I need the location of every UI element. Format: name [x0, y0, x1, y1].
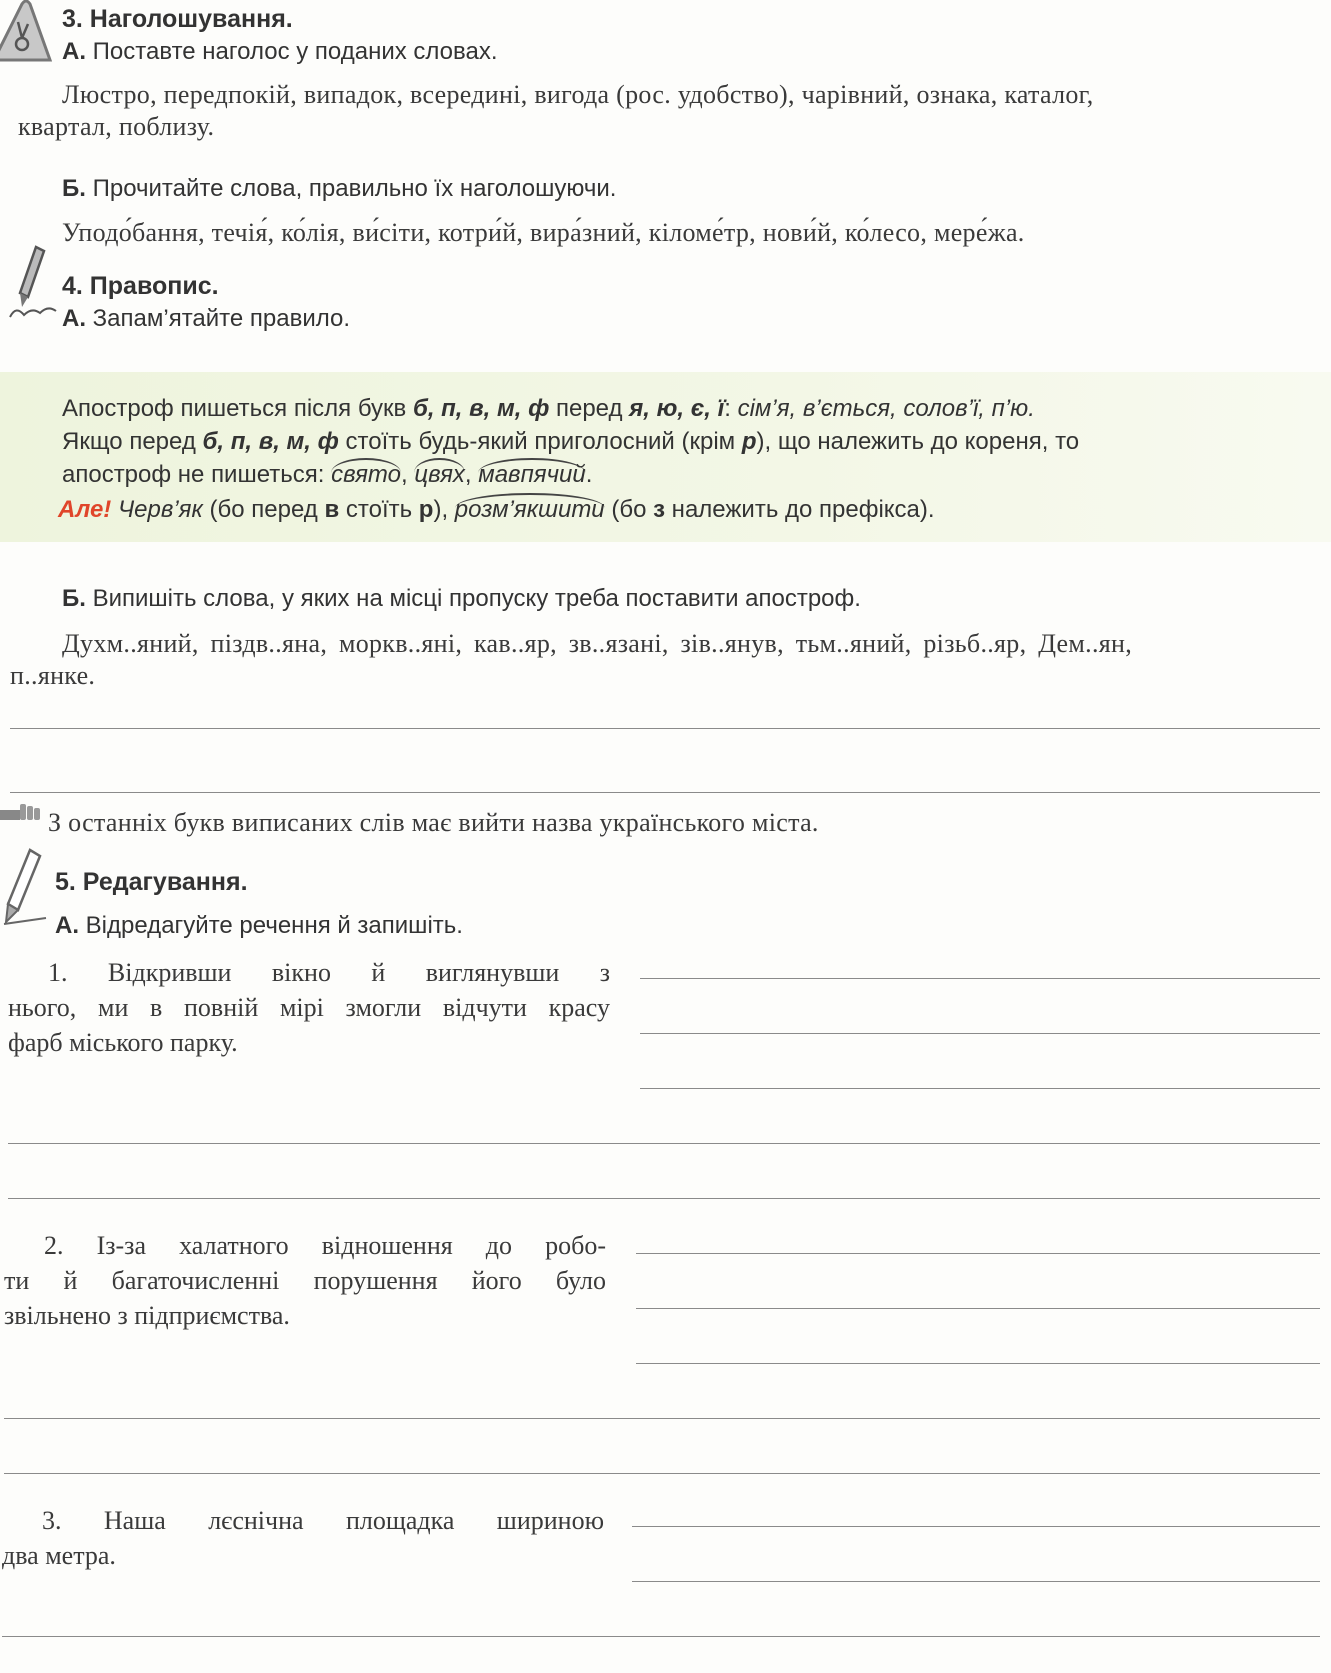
rule-example-word: мавпячий	[478, 458, 585, 488]
task-instruction: Поставте наголос у поданих словах.	[92, 38, 498, 65]
answer-line[interactable]	[636, 1253, 1320, 1254]
section5-task-a	[55, 912, 463, 940]
answer-line[interactable]	[10, 728, 1320, 729]
answer-line[interactable]	[636, 1363, 1320, 1364]
pencil-icon	[2, 848, 48, 928]
rule-letter: в	[324, 496, 340, 523]
rule-text: перед	[549, 395, 630, 422]
rule-vowels: я, ю, є, ї	[629, 395, 725, 422]
task-letter: А.	[55, 912, 79, 939]
task-instruction: Відредагуйте речення й запишіть.	[85, 912, 463, 939]
section4-task-b	[62, 585, 861, 613]
task-letter: А.	[62, 305, 86, 332]
word-list-line: квартал, поблизу.	[18, 112, 215, 141]
section4-title: 4. Правопис.	[62, 272, 219, 300]
rule-letter-r: р	[741, 428, 757, 455]
rule-letter: р	[418, 496, 434, 523]
task-letter: Б.	[62, 175, 86, 202]
task-line: фарб міського парку.	[8, 1028, 238, 1057]
answer-line[interactable]	[4, 1473, 1320, 1474]
task-line: звільнено з підприємства.	[4, 1301, 290, 1330]
task-instruction: Запам’ятайте правило.	[92, 305, 351, 332]
answer-line[interactable]	[8, 1143, 1320, 1144]
rule-text: Апостроф пишеться після букв	[62, 395, 413, 422]
section3-task-b	[62, 175, 616, 203]
task-sentence-2	[4, 1228, 606, 1333]
task-letter: Б.	[62, 585, 86, 612]
answer-line[interactable]	[10, 792, 1320, 793]
rule-text: апостроф не пишеться:	[62, 461, 332, 488]
rule-example-word: цвях	[414, 458, 465, 488]
rule-letter: з	[653, 496, 666, 523]
rule-example-word: Черв’як	[111, 496, 203, 523]
answer-line[interactable]	[4, 1418, 1320, 1419]
rule-text: :	[724, 395, 738, 422]
answer-line[interactable]	[632, 1581, 1320, 1582]
section5-title: 5. Редагування.	[55, 868, 248, 896]
rule-examples: сім’я, в’ється, солов’ї, п’ю.	[737, 395, 1035, 422]
rule-example-word: розм’якшити	[455, 493, 605, 523]
answer-line[interactable]	[640, 1088, 1320, 1089]
answer-line[interactable]	[636, 1308, 1320, 1309]
warning-triangle-icon	[0, 0, 52, 62]
word-list-line: Люстро, передпокій, випадок, всередині, вигода (рос. удобство), чарівний, ознака, каталог,	[62, 80, 1094, 109]
stressed-word-list: Уподо́бання, течія́, ко́лія, ви́сіти, котри́й, вира́зний, кіломе́тр, нови́й, ко́лесо, мере́жа.	[62, 218, 1025, 247]
rule-line-2	[62, 425, 1079, 458]
task-letter: А.	[62, 38, 86, 65]
rule-text: стоїть	[339, 496, 419, 523]
rule-letters: б, п, в, м, ф	[412, 395, 550, 422]
task-line: 1. Відкривши вікно й виглянувши з	[48, 958, 610, 987]
answer-line[interactable]	[640, 1033, 1320, 1034]
rule-text: Якщо перед	[62, 428, 203, 455]
rule-text: (бо	[604, 496, 654, 523]
section3-task-a	[62, 38, 498, 66]
rule-text: стоїть будь-який приголосний (крім	[338, 428, 742, 455]
rule-text: ), що належить до кореня, то	[756, 428, 1080, 455]
task-line: два метра.	[2, 1541, 116, 1570]
task-instruction: Прочитайте слова, правильно їх наголошуючи.	[92, 175, 617, 202]
section4-task-a	[62, 305, 350, 333]
answer-line[interactable]	[640, 978, 1320, 979]
task-sentence-1	[8, 955, 610, 1060]
task-instruction: Випишіть слова, у яких на місці пропуску треба поставити апостроф.	[92, 585, 861, 612]
hint-text: З останніх букв виписаних слів має вийти назва українського міста.	[48, 808, 819, 837]
rule-text: належить до префікса).	[665, 496, 935, 523]
rule-line-1	[62, 392, 1035, 425]
answer-line[interactable]	[2, 1636, 1320, 1637]
task-line: ти й багаточисленні порушення його було	[4, 1266, 606, 1295]
task-line: 2. Із-за халатного відношення до робо-	[44, 1231, 606, 1260]
answer-line[interactable]	[8, 1198, 1320, 1199]
task-line: нього, ми в повній мірі змогли відчути красу	[8, 993, 610, 1022]
word-list-line: п..янке.	[10, 661, 96, 690]
task-line: 3. Наша лєснічна площадка шириною	[42, 1506, 604, 1535]
section3-title: 3. Наголошування.	[62, 5, 293, 33]
pen-writing-icon	[6, 245, 64, 325]
word-list-line: Духм..яний, піздв..яна, моркв..яні, кав..яр, зв..язані, зів..янув, тьм..яний, різьб..яр, Дем..ян,	[62, 629, 1133, 658]
rule-example-word: свято	[331, 458, 401, 488]
answer-line[interactable]	[632, 1526, 1320, 1527]
rule-text: (бо перед	[202, 496, 325, 523]
but-label: Але!	[58, 496, 112, 523]
rule-line-3: апостроф не пишеться: свято, цвях, мавпячий.	[62, 458, 592, 491]
rule-line-4	[58, 493, 935, 526]
rule-letters: б, п, в, м, ф	[202, 428, 339, 455]
rule-text: ),	[433, 496, 455, 523]
pointing-hand-icon	[0, 800, 44, 826]
task-sentence-3	[2, 1503, 604, 1573]
